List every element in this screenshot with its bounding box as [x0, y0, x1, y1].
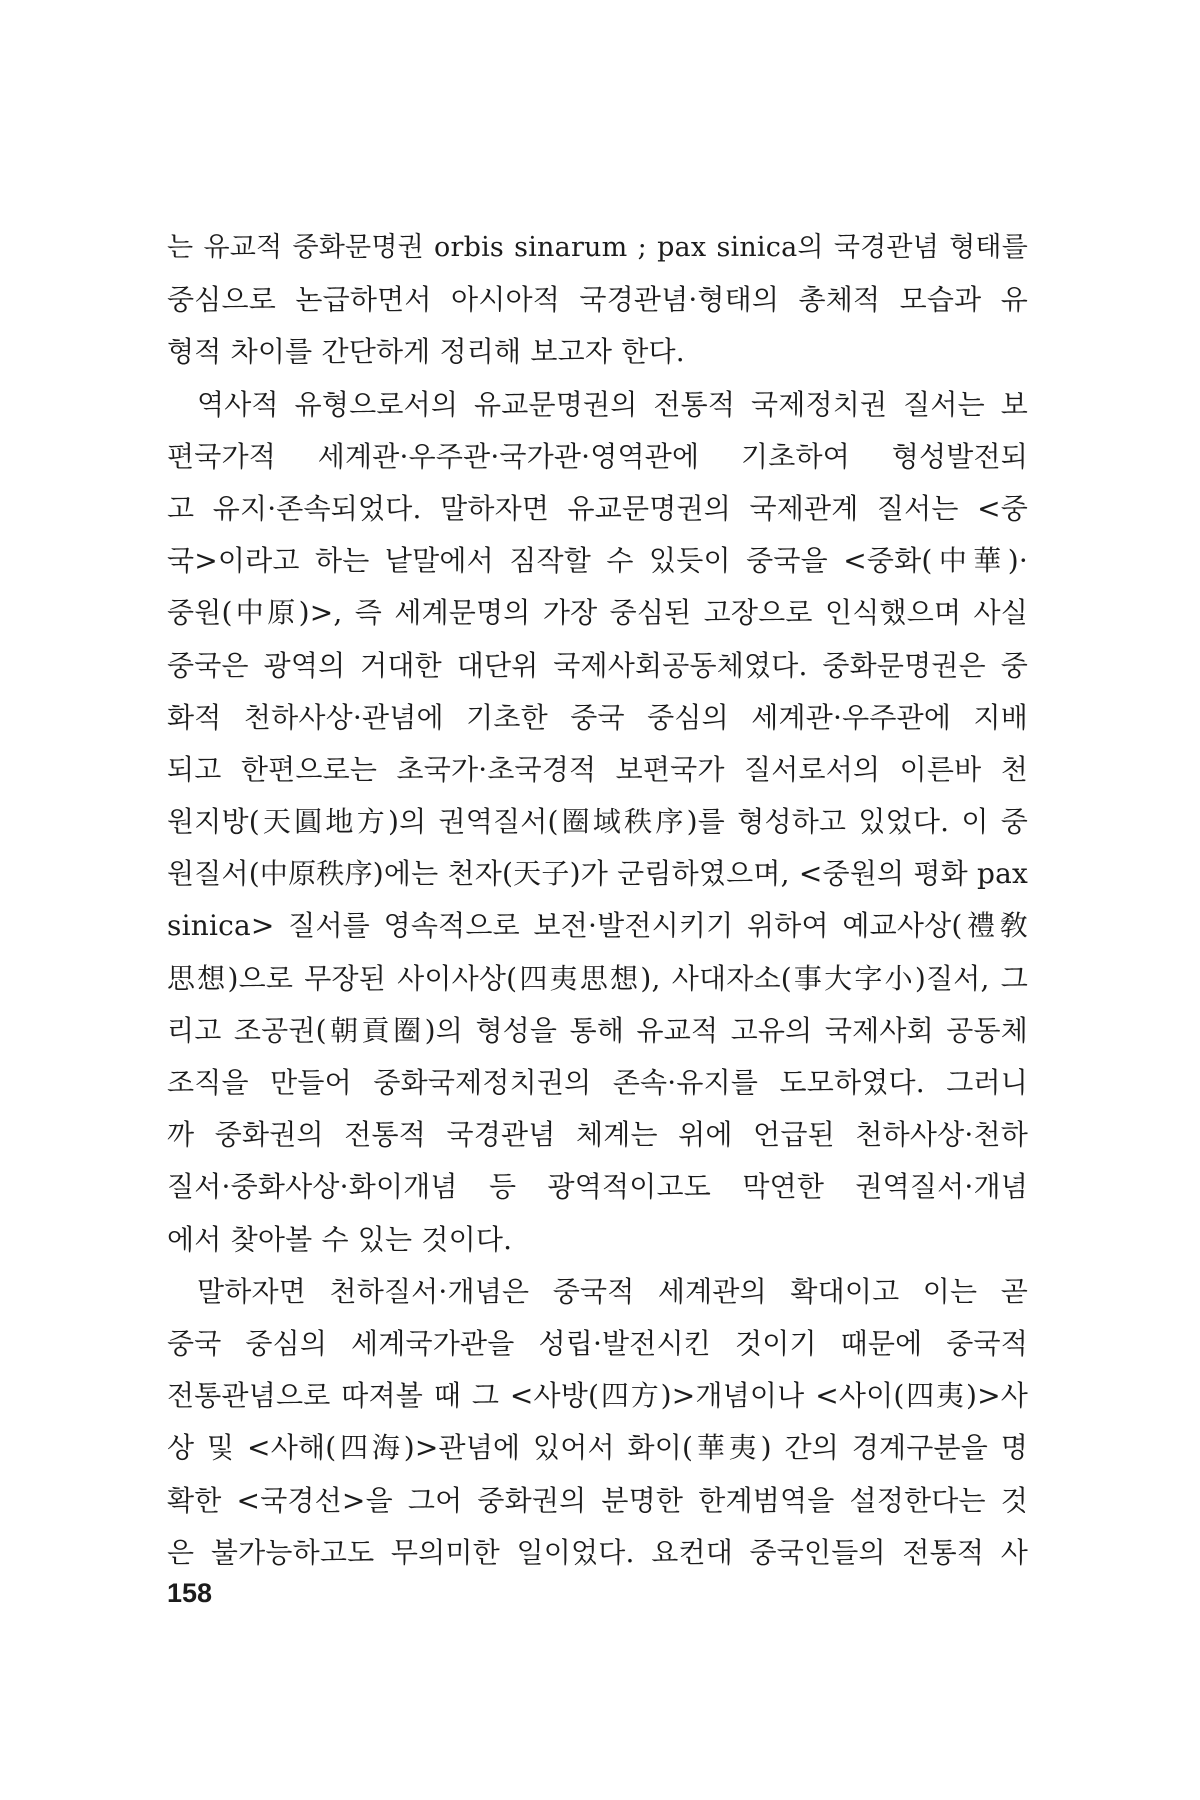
text-line: 까 중화권의 전통적 국경관념 체계는 위에 언급된 천하사상·천하: [167, 1118, 1028, 1152]
text-line: 원질서(中原秩序)에는 천자(天子)가 군림하였으며, <중원의 평화 pax: [167, 857, 1028, 891]
text-line: 되고 한편으로는 초국가·초국경적 보편국가 질서로서의 이른바 천: [167, 752, 1028, 786]
text-line: 思想)으로 무장된 사이사상(四夷思想), 사대자소(事大字小)질서, 그: [167, 961, 1028, 995]
text-line: 고 유지·존속되었다. 말하자면 유교문명권의 국제관계 질서는 <중: [167, 491, 1028, 525]
paragraph-1: [167, 222, 1028, 379]
paragraph-3: [167, 1266, 1028, 1579]
text-line: 중국 중심의 세계국가관을 성립·발전시킨 것이기 때문에 중국적: [167, 1326, 1028, 1360]
paragraph-2: [167, 379, 1028, 1266]
text-line: 상 및 <사해(四海)>관념에 있어서 화이(華夷) 간의 경계구분을 명: [167, 1431, 1028, 1465]
text-line: 화적 천하사상·관념에 기초한 중국 중심의 세계관·우주관에 지배: [167, 700, 1028, 734]
text-line: 중국은 광역의 거대한 대단위 국제사회공동체였다. 중화문명권은 중: [167, 648, 1028, 682]
text-line: 리고 조공권(朝貢圈)의 형성을 통해 유교적 고유의 국제사회 공동체: [167, 1013, 1028, 1047]
text-line: 질서·중화사상·화이개념 등 광역적이고도 막연한 권역질서·개념: [167, 1170, 1028, 1204]
text-line: 형적 차이를 간단하게 정리해 보고자 한다.: [167, 335, 685, 369]
text-line: 에서 찾아볼 수 있는 것이다.: [167, 1222, 513, 1256]
text-line: 역사적 유형으로서의 유교문명권의 전통적 국제정치권 질서는 보: [197, 387, 1028, 421]
text-line: 은 불가능하고도 무의미한 일이었다. 요컨대 중국인들의 전통적 사: [167, 1535, 1028, 1569]
text-line: 전통관념으로 따져볼 때 그 <사방(四方)>개념이나 <사이(四夷)>사: [167, 1379, 1028, 1413]
text-line: sinica> 질서를 영속적으로 보전·발전시키기 위하여 예교사상(禮敎: [167, 909, 1028, 943]
page-number: 158: [167, 1578, 213, 1608]
text-line: 말하자면 천하질서·개념은 중국적 세계관의 확대이고 이는 곧: [197, 1274, 1028, 1308]
text-line: 원지방(天圓地方)의 권역질서(圈域秩序)를 형성하고 있었다. 이 중: [167, 805, 1028, 839]
text-line: 중원(中原)>, 즉 세계문명의 가장 중심된 고장으로 인식했으며 사실: [167, 596, 1028, 630]
text-line: 중심으로 논급하면서 아시아적 국경관념·형태의 총체적 모습과 유: [167, 283, 1028, 317]
text-line: 는 유교적 중화문명권 orbis sinarum ; pax sinica의 국경관념 형태를: [167, 232, 1028, 263]
text-line: 편국가적 세계관·우주관·국가관·영역관에 기초하여 형성발전되: [167, 439, 1028, 473]
text-line: 조직을 만들어 중화국제정치권의 존속·유지를 도모하였다. 그러니: [167, 1066, 1028, 1099]
body-text: [167, 222, 1028, 1579]
text-line: 국>이라고 하는 낱말에서 짐작할 수 있듯이 중국을 <중화(中華)·: [167, 544, 1028, 578]
text-line: 확한 <국경선>을 그어 중화권의 분명한 한계범역을 설정한다는 것: [167, 1483, 1028, 1517]
